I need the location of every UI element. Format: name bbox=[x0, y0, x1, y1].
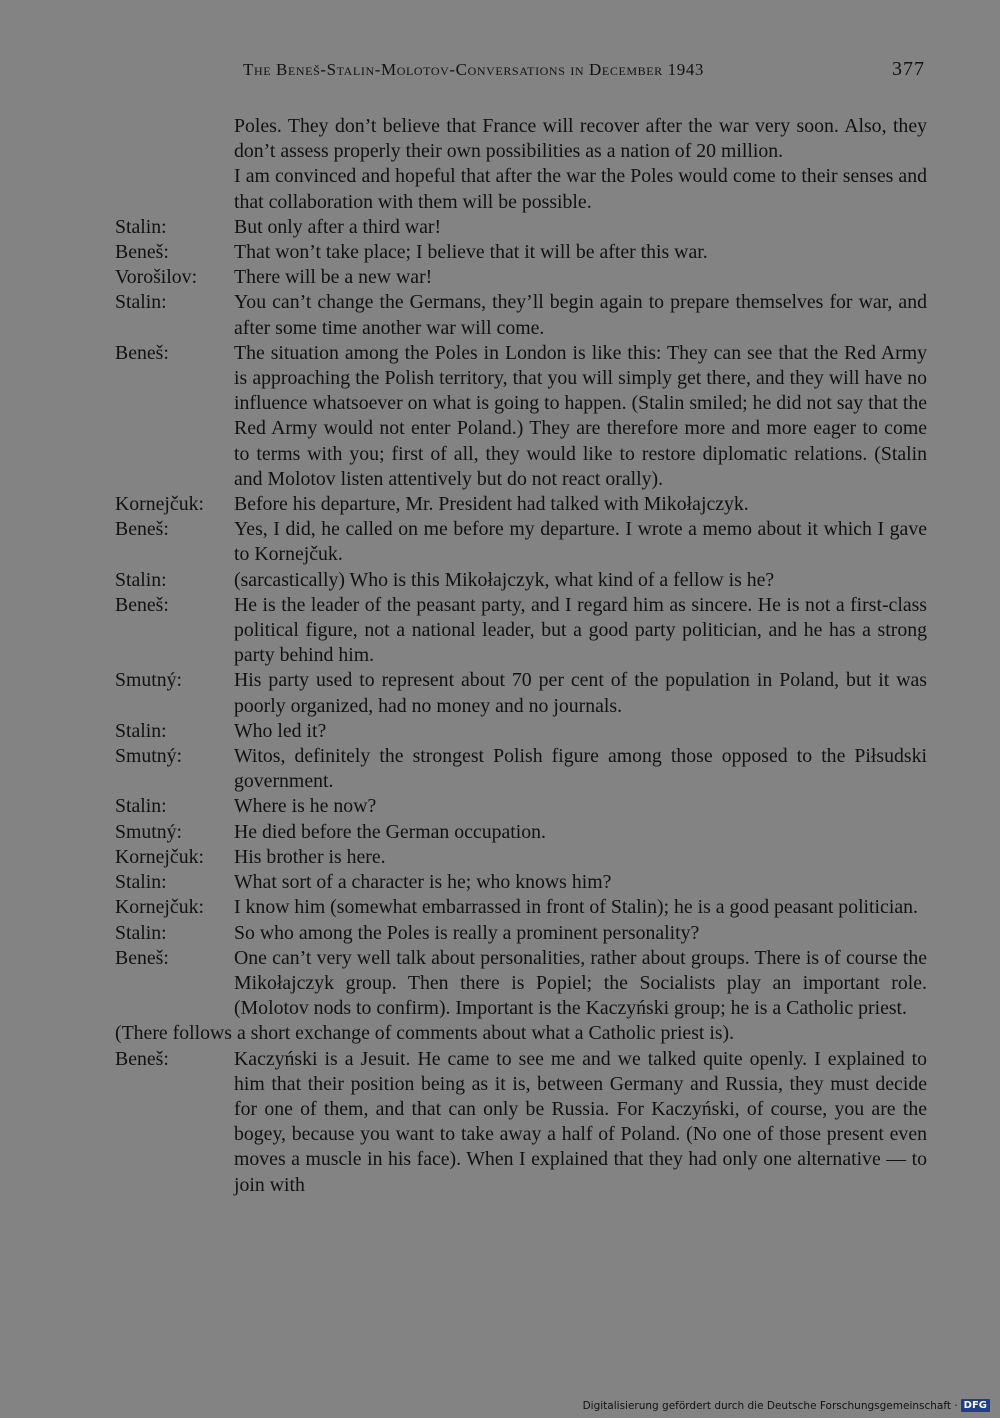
transcript-entry bbox=[115, 794, 927, 819]
utterance-text: His brother is here. bbox=[234, 845, 386, 868]
transcript-entry bbox=[115, 341, 927, 492]
interlude-note: (There follows a short exchange of comments about what a Catholic priest is). bbox=[115, 1022, 735, 1045]
speaker-name: Stalin: bbox=[115, 215, 167, 238]
utterance-text: I am convinced and hopeful that after the war the Poles would come to their senses and that collaboration with them will be possible. bbox=[234, 165, 927, 213]
speaker-name: Kornejčuk: bbox=[115, 493, 204, 516]
transcript-entry bbox=[115, 290, 927, 340]
speaker-name: Stalin: bbox=[115, 921, 167, 944]
utterance-text: (sarcastically) Who is this Mikołajczyk, what kind of a fellow is he? bbox=[234, 568, 775, 591]
transcript-entry bbox=[115, 845, 927, 870]
utterance-text: You can’t change the Germans, they’ll begin again to prepare themselves for war, and after some time another war will come. bbox=[234, 291, 927, 339]
transcript-entry bbox=[115, 820, 927, 845]
speaker-name: Beneš: bbox=[115, 593, 169, 616]
utterance-text: That won’t take place; I believe that it will be after this war. bbox=[234, 241, 708, 264]
utterance-text: What sort of a character is he; who knows him? bbox=[234, 871, 612, 894]
utterance-text: His party used to represent about 70 per cent of the population in Poland, but it was poorly organized, had no money and no journals. bbox=[234, 669, 927, 717]
speaker-name: Kornejčuk: bbox=[115, 896, 204, 919]
speaker-name: Stalin: bbox=[115, 291, 167, 314]
utterance-text: But only after a third war! bbox=[234, 215, 442, 238]
speaker-name: Beneš: bbox=[115, 341, 169, 364]
speaker-name: Beneš: bbox=[115, 518, 169, 541]
transcript-entry bbox=[115, 568, 927, 593]
transcript-entry bbox=[115, 744, 927, 794]
transcript-entry bbox=[115, 164, 927, 214]
transcript-body bbox=[115, 114, 927, 1198]
speaker-name: Stalin: bbox=[115, 871, 167, 894]
transcript-entry bbox=[115, 668, 927, 718]
dfg-logo-icon: DFG bbox=[961, 1399, 990, 1412]
utterance-text: Poles. They don’t believe that France will recover after the war very soon. Also, they don’t assess properly their own possibilities as a nation of 20 million. bbox=[234, 115, 927, 163]
speaker-name: Beneš: bbox=[115, 1047, 169, 1070]
utterance-text: He died before the German occupation. bbox=[234, 820, 546, 843]
speaker-name: Smutný: bbox=[115, 745, 183, 768]
speaker-name: Stalin: bbox=[115, 568, 167, 591]
utterance-text: Kaczyński is a Jesuit. He came to see me and we talked quite openly. I explained to him that their position being as it is, between Germany and Russia, they must decide for one of them, and that can only be Russia. For Kaczyński, of course, you are the bogey, because you want to take away a half of Poland. (No one of those present even moves a muscle in his face). When I explained that they had only one alternative — to join with bbox=[234, 1047, 927, 1196]
utterance-text: Who led it? bbox=[234, 719, 327, 742]
utterance-text: So who among the Poles is really a prominent personality? bbox=[234, 921, 700, 944]
transcript-entry bbox=[115, 240, 927, 265]
speaker-name: Stalin: bbox=[115, 719, 167, 742]
transcript-entry bbox=[115, 215, 927, 240]
utterance-text: I know him (somewhat embarrassed in front of Stalin); he is a good peasant politician. bbox=[234, 896, 918, 919]
speaker-name: Beneš: bbox=[115, 946, 169, 969]
digitization-footer bbox=[583, 1399, 990, 1412]
page-number: 377 bbox=[892, 58, 925, 80]
transcript-entry bbox=[115, 265, 927, 290]
transcript-entry bbox=[115, 114, 927, 164]
utterance-text: One can’t very well talk about personalities, rather about groups. There is of course the Mikołajczyk group. Then there is Popiel; the Socialists play an important role. (Molotov nods to confirm). Important is the Kaczyński group; he is a Catholic priest. bbox=[234, 946, 927, 1020]
speaker-name: Kornejčuk: bbox=[115, 845, 204, 868]
digitization-credit: Digitalisierung gefördert durch die Deutsche Forschungsgemeinschaft · bbox=[582, 1399, 958, 1412]
transcript-entry bbox=[115, 517, 927, 567]
utterance-text: Yes, I did, he called on me before my departure. I wrote a memo about it which I gave to Kornejčuk. bbox=[234, 518, 927, 566]
speaker-name: Stalin: bbox=[115, 795, 167, 818]
transcript-entry bbox=[115, 719, 927, 744]
transcript-entry bbox=[115, 870, 927, 895]
utterance-text: Before his departure, Mr. President had talked with Mikołajczyk. bbox=[234, 493, 749, 516]
utterance-text: There will be a new war! bbox=[234, 266, 433, 289]
transcript-entry bbox=[115, 946, 927, 1022]
transcript-entry bbox=[115, 1047, 927, 1198]
speaker-name: Beneš: bbox=[115, 241, 169, 264]
speaker-name: Vorošilov: bbox=[115, 266, 198, 289]
speaker-name: Smutný: bbox=[115, 669, 183, 692]
transcript-entry bbox=[115, 492, 927, 517]
speaker-name: Smutný: bbox=[115, 820, 183, 843]
page-header bbox=[243, 58, 933, 88]
utterance-text: Where is he now? bbox=[234, 795, 377, 818]
transcript-entry bbox=[115, 593, 927, 669]
transcript-entry bbox=[115, 921, 927, 946]
utterance-text: The situation among the Poles in London is like this: They can see that the Red Army is approaching the Polish territory, that you will simply get there, and they will have no influence whatsoever on what is going to happen. (Stalin smiled; he did not say that the Red Army would not enter Poland.) They are therefore more and more eager to come to terms with you; first of all, they would like to restore diplomatic relations. (Stalin and Molotov listen attentively but do not react orally). bbox=[234, 341, 927, 490]
utterance-text: He is the leader of the peasant party, and I regard him as sincere. He is not a first-class political figure, not a national leader, but a good party politician, and he has a strong party behind him. bbox=[234, 593, 927, 667]
utterance-text: Witos, definitely the strongest Polish figure among those opposed to the Piłsudski government. bbox=[234, 745, 927, 793]
transcript-entry bbox=[115, 895, 927, 920]
running-title: The Beneš-Stalin-Molotov-Conversations in December 1943 bbox=[243, 60, 705, 79]
